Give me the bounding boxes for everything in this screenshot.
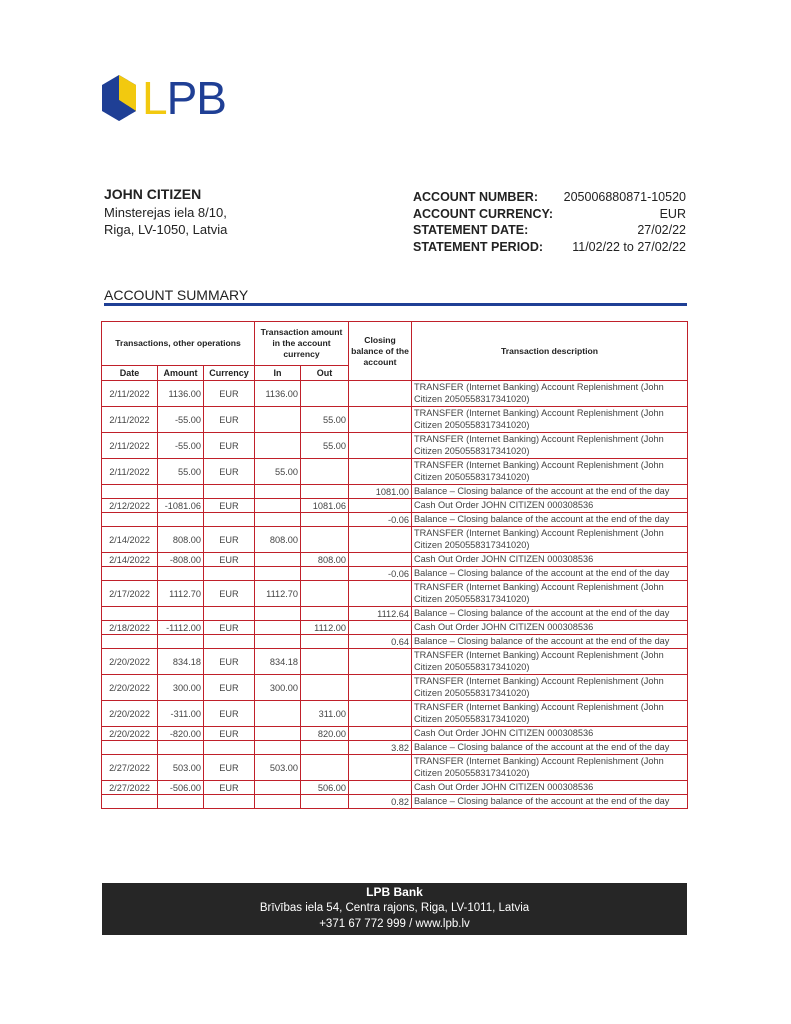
amount-cell: 55.00 <box>158 459 204 485</box>
description-cell: Cash Out Order JOHN CITIZEN 000308536 <box>412 499 688 513</box>
date-cell: 2/14/2022 <box>102 553 158 567</box>
in-cell <box>255 607 301 621</box>
in-cell: 1112.70 <box>255 581 301 607</box>
closing-balance-cell: -0.06 <box>349 513 412 527</box>
out-cell: 311.00 <box>301 701 349 727</box>
account-number-row <box>413 189 686 206</box>
amount-cell: 300.00 <box>158 675 204 701</box>
table-row <box>102 485 688 499</box>
closing-balance-cell <box>349 581 412 607</box>
table-row <box>102 381 688 407</box>
date-cell <box>102 567 158 581</box>
closing-balance-cell <box>349 675 412 701</box>
description-cell: Balance – Closing balance of the account at the end of the day <box>412 635 688 649</box>
table-row <box>102 755 688 781</box>
amount-column-header: Amount <box>158 366 204 381</box>
closing-balance-cell <box>349 407 412 433</box>
description-cell: Balance – Closing balance of the account at the end of the day <box>412 741 688 755</box>
closing-balance-cell <box>349 381 412 407</box>
client-name: JOHN CITIZEN <box>104 186 202 202</box>
in-cell: 503.00 <box>255 755 301 781</box>
table-row <box>102 527 688 553</box>
description-cell: Balance – Closing balance of the account at the end of the day <box>412 513 688 527</box>
table-row <box>102 581 688 607</box>
closing-balance-cell: 3.82 <box>349 741 412 755</box>
statement-period-value: 11/02/22 to 27/02/22 <box>572 239 686 254</box>
cube-logo-icon <box>100 73 138 123</box>
footer <box>102 883 687 935</box>
closing-balance-cell <box>349 755 412 781</box>
out-cell <box>301 485 349 499</box>
in-column-header: In <box>255 366 301 381</box>
section-divider <box>104 303 687 306</box>
currency-cell: EUR <box>204 407 255 433</box>
description-cell: TRANSFER (Internet Banking) Account Replenishment (John Citizen 2050558317341020) <box>412 407 688 433</box>
in-cell: 834.18 <box>255 649 301 675</box>
out-cell <box>301 635 349 649</box>
in-cell <box>255 727 301 741</box>
in-cell <box>255 781 301 795</box>
date-cell <box>102 741 158 755</box>
in-cell <box>255 433 301 459</box>
amount-cell <box>158 635 204 649</box>
in-cell: 1136.00 <box>255 381 301 407</box>
date-cell: 2/18/2022 <box>102 621 158 635</box>
currency-cell <box>204 607 255 621</box>
out-cell <box>301 513 349 527</box>
description-cell: TRANSFER (Internet Banking) Account Replenishment (John Citizen 2050558317341020) <box>412 459 688 485</box>
amount-cell: -1112.00 <box>158 621 204 635</box>
out-cell <box>301 381 349 407</box>
out-cell: 506.00 <box>301 781 349 795</box>
closing-balance-header: Closing balance of the account <box>349 322 412 381</box>
table-row <box>102 649 688 675</box>
closing-balance-cell: -0.06 <box>349 567 412 581</box>
statement-date-row <box>413 222 686 239</box>
description-header: Transaction description <box>412 322 688 381</box>
out-cell <box>301 607 349 621</box>
description-cell: TRANSFER (Internet Banking) Account Replenishment (John Citizen 2050558317341020) <box>412 527 688 553</box>
amount-cell: -506.00 <box>158 781 204 795</box>
date-cell: 2/12/2022 <box>102 499 158 513</box>
account-currency-label: ACCOUNT CURRENCY: <box>413 206 554 221</box>
currency-cell <box>204 567 255 581</box>
table-row <box>102 701 688 727</box>
description-cell: TRANSFER (Internet Banking) Account Replenishment (John Citizen 2050558317341020) <box>412 701 688 727</box>
amount-cell: -808.00 <box>158 553 204 567</box>
footer-bank-name: LPB Bank <box>366 885 423 899</box>
logo-wordmark: LPB <box>142 72 226 124</box>
in-cell <box>255 513 301 527</box>
description-cell: Cash Out Order JOHN CITIZEN 000308536 <box>412 621 688 635</box>
closing-balance-cell <box>349 727 412 741</box>
closing-balance-cell <box>349 701 412 727</box>
closing-balance-cell <box>349 527 412 553</box>
table-row <box>102 621 688 635</box>
currency-cell: EUR <box>204 675 255 701</box>
date-cell <box>102 485 158 499</box>
lpb-logo <box>100 73 250 125</box>
amount-cell: 1112.70 <box>158 581 204 607</box>
statement-period-row <box>413 239 686 256</box>
currency-cell <box>204 635 255 649</box>
date-cell: 2/27/2022 <box>102 781 158 795</box>
currency-cell <box>204 795 255 809</box>
amount-cell: -820.00 <box>158 727 204 741</box>
out-column-header: Out <box>301 366 349 381</box>
description-cell: TRANSFER (Internet Banking) Account Replenishment (John Citizen 2050558317341020) <box>412 433 688 459</box>
in-cell <box>255 485 301 499</box>
out-cell <box>301 741 349 755</box>
table-row <box>102 433 688 459</box>
currency-cell: EUR <box>204 781 255 795</box>
table-row <box>102 459 688 485</box>
table-row <box>102 607 688 621</box>
amount-cell: 1136.00 <box>158 381 204 407</box>
description-cell: Balance – Closing balance of the account at the end of the day <box>412 567 688 581</box>
description-cell: TRANSFER (Internet Banking) Account Replenishment (John Citizen 2050558317341020) <box>412 755 688 781</box>
in-cell <box>255 407 301 433</box>
amount-cell: -311.00 <box>158 701 204 727</box>
out-cell: 1112.00 <box>301 621 349 635</box>
out-cell <box>301 567 349 581</box>
out-cell <box>301 459 349 485</box>
closing-balance-cell <box>349 499 412 513</box>
description-cell: Cash Out Order JOHN CITIZEN 000308536 <box>412 781 688 795</box>
in-cell <box>255 741 301 755</box>
closing-balance-cell: 0.64 <box>349 635 412 649</box>
description-cell: Balance – Closing balance of the account at the end of the day <box>412 607 688 621</box>
out-cell <box>301 795 349 809</box>
statement-date-value: 27/02/22 <box>637 223 686 237</box>
amount-cell: 834.18 <box>158 649 204 675</box>
currency-cell: EUR <box>204 701 255 727</box>
date-cell <box>102 607 158 621</box>
table-row <box>102 727 688 741</box>
table-row <box>102 553 688 567</box>
out-cell <box>301 581 349 607</box>
in-cell <box>255 635 301 649</box>
amount-cell: -55.00 <box>158 407 204 433</box>
amount-cell <box>158 513 204 527</box>
date-cell: 2/11/2022 <box>102 407 158 433</box>
currency-cell <box>204 741 255 755</box>
in-cell: 300.00 <box>255 675 301 701</box>
closing-balance-cell: 1112.64 <box>349 607 412 621</box>
in-cell <box>255 621 301 635</box>
currency-cell: EUR <box>204 527 255 553</box>
out-cell <box>301 649 349 675</box>
table-row <box>102 741 688 755</box>
account-details <box>413 189 686 255</box>
currency-cell: EUR <box>204 621 255 635</box>
in-cell <box>255 795 301 809</box>
client-address-block <box>104 186 227 238</box>
out-cell: 55.00 <box>301 407 349 433</box>
closing-balance-cell: 0.82 <box>349 795 412 809</box>
amount-cell: -55.00 <box>158 433 204 459</box>
date-cell <box>102 635 158 649</box>
currency-cell: EUR <box>204 727 255 741</box>
in-cell <box>255 499 301 513</box>
date-cell: 2/20/2022 <box>102 675 158 701</box>
account-currency-value: EUR <box>659 206 686 221</box>
date-cell: 2/17/2022 <box>102 581 158 607</box>
date-cell: 2/20/2022 <box>102 649 158 675</box>
table-row <box>102 635 688 649</box>
closing-balance-cell <box>349 781 412 795</box>
in-cell <box>255 701 301 727</box>
out-cell <box>301 755 349 781</box>
description-cell: Balance – Closing balance of the account at the end of the day <box>412 485 688 499</box>
account-number-value: 205006880871-10520 <box>563 190 686 204</box>
statement-date-label: STATEMENT DATE: <box>413 223 529 237</box>
footer-address: Brīvības iela 54, Centra rajons, Riga, LV-1011, Latvia <box>259 902 530 914</box>
amount-cell <box>158 795 204 809</box>
amount-cell <box>158 485 204 499</box>
amount-cell <box>158 567 204 581</box>
description-cell: Cash Out Order JOHN CITIZEN 000308536 <box>412 727 688 741</box>
date-cell <box>102 795 158 809</box>
date-cell: 2/20/2022 <box>102 701 158 727</box>
description-cell: TRANSFER (Internet Banking) Account Replenishment (John Citizen 2050558317341020) <box>412 581 688 607</box>
currency-cell: EUR <box>204 649 255 675</box>
statement-period-label: STATEMENT PERIOD: <box>413 239 544 254</box>
out-cell <box>301 527 349 553</box>
closing-balance-cell <box>349 459 412 485</box>
currency-cell <box>204 513 255 527</box>
transactions-table <box>101 321 688 809</box>
closing-balance-cell <box>349 433 412 459</box>
description-cell: TRANSFER (Internet Banking) Account Replenishment (John Citizen 2050558317341020) <box>412 675 688 701</box>
closing-balance-cell: 1081.00 <box>349 485 412 499</box>
account-number-label: ACCOUNT NUMBER: <box>413 190 538 204</box>
currency-cell: EUR <box>204 755 255 781</box>
description-cell: Cash Out Order JOHN CITIZEN 000308536 <box>412 553 688 567</box>
amount-cell <box>158 607 204 621</box>
date-cell: 2/11/2022 <box>102 381 158 407</box>
amount-cell <box>158 741 204 755</box>
date-cell: 2/14/2022 <box>102 527 158 553</box>
client-address-line1: Minsterejas iela 8/10, <box>104 205 227 220</box>
table-row <box>102 499 688 513</box>
currency-cell: EUR <box>204 553 255 567</box>
in-cell: 55.00 <box>255 459 301 485</box>
table-row <box>102 567 688 581</box>
out-cell: 808.00 <box>301 553 349 567</box>
date-cell: 2/11/2022 <box>102 433 158 459</box>
currency-column-header: Currency <box>204 366 255 381</box>
table-row <box>102 513 688 527</box>
out-cell: 1081.06 <box>301 499 349 513</box>
account-currency-row <box>413 206 686 223</box>
amount-cell: -1081.06 <box>158 499 204 513</box>
currency-cell: EUR <box>204 459 255 485</box>
table-row <box>102 781 688 795</box>
amount-cell: 503.00 <box>158 755 204 781</box>
account-summary-title: ACCOUNT SUMMARY <box>104 287 249 303</box>
currency-cell: EUR <box>204 381 255 407</box>
in-cell <box>255 553 301 567</box>
in-cell: 808.00 <box>255 527 301 553</box>
date-cell <box>102 513 158 527</box>
out-cell: 55.00 <box>301 433 349 459</box>
closing-balance-cell <box>349 553 412 567</box>
currency-cell: EUR <box>204 499 255 513</box>
date-cell: 2/11/2022 <box>102 459 158 485</box>
in-cell <box>255 567 301 581</box>
currency-cell <box>204 485 255 499</box>
date-cell: 2/27/2022 <box>102 755 158 781</box>
table-row <box>102 407 688 433</box>
client-address-line2: Riga, LV-1050, Latvia <box>104 222 228 237</box>
table-row <box>102 675 688 701</box>
footer-contact: +371 67 772 999 / www.lpb.lv <box>319 918 470 930</box>
date-column-header: Date <box>102 366 158 381</box>
out-cell <box>301 675 349 701</box>
description-cell: Balance – Closing balance of the account at the end of the day <box>412 795 688 809</box>
account-currency-group-header: Transaction amount in the account currency <box>255 322 349 366</box>
amount-cell: 808.00 <box>158 527 204 553</box>
currency-cell: EUR <box>204 433 255 459</box>
transactions-group-header: Transactions, other operations <box>102 322 255 366</box>
date-cell: 2/20/2022 <box>102 727 158 741</box>
description-cell: TRANSFER (Internet Banking) Account Replenishment (John Citizen 2050558317341020) <box>412 381 688 407</box>
table-row <box>102 795 688 809</box>
closing-balance-cell <box>349 649 412 675</box>
out-cell: 820.00 <box>301 727 349 741</box>
closing-balance-cell <box>349 621 412 635</box>
currency-cell: EUR <box>204 581 255 607</box>
description-cell: TRANSFER (Internet Banking) Account Replenishment (John Citizen 2050558317341020) <box>412 649 688 675</box>
